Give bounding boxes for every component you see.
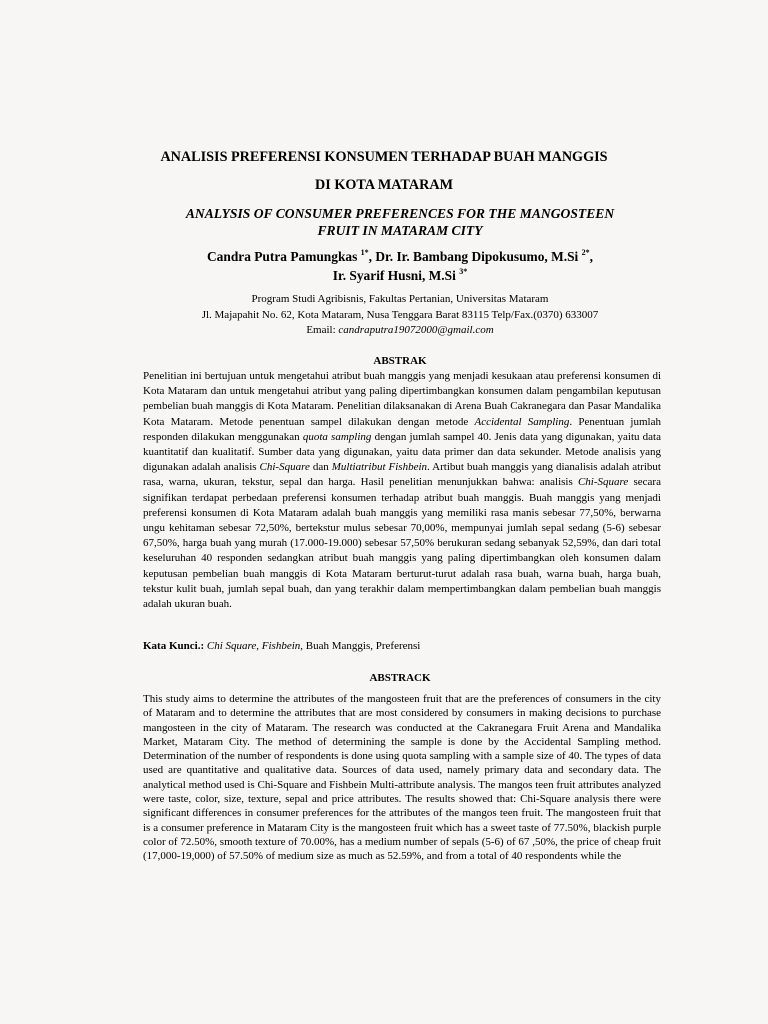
- abstrak-body: [143, 369, 661, 612]
- keyword-items: , Buah Manggis, Preferensi: [300, 640, 421, 652]
- title-indonesian-line2: DI KOTA MATARAM: [315, 177, 453, 193]
- abstrak-italic-term: Chi-Square: [577, 476, 629, 489]
- abstrak-text: . Penentuan jumlah responden dilakukan menggunakan: [143, 415, 661, 443]
- affiliation: [0, 292, 768, 339]
- authors-line1: [0, 247, 768, 266]
- abstrak-italic-term: Multiatribut Fishbein: [331, 461, 428, 474]
- title-english-line1: ANALYSIS OF CONSUMER PREFERENCES FOR THE MANGOSTEEN: [185, 206, 615, 221]
- affiliation-address: Jl. Majapahit No. 62, Kota Mataram, Nusa Tenggara Barat 83115 Telp/Fax.(0370) 633007: [201, 308, 599, 321]
- abstrack-body: This study aims to determine the attributes of the mangosteen fruit that are the preferences of consumers in the city of Mataram and to determine the attributes that are most considered by consumers in making decisions to purchase mangosteen in the city of Mataram. The research was conducted at the Cakranegara Fruit Arena and Mandalika Market, Mataram City. The method of determining the sample is done by the Accidental Sampling method. Determination of the number of respondents is done using quota sampling with a sample size of 40. The types of data used are quantitative and qualitative data. Sources of data used, namely primary data and secondary data. The analytical method used is Chi-Square and Fishbein Multi-attribute analysis. The mangos teen fruit attributes analyzed were taste, color, size, texture, sepal and price attributes. The results showed that: Chi-Square analysis there were significant differences in consumer preferences for the attributes of the mangos teen fruit. The mangosteen fruit that is a consumer preference in Mataram City is the mangosteen fruit which has a sweet taste of 77.50%, blackish purple color of 72.50%, smooth texture of 70.00%, has a medium number of sepals (5-6) of 67 ,50%, the price of cheap fruit (17,000-19,000) of 57.50% of medium size as much as 52.59%, and from a total of 40 respondents while the: [143, 693, 661, 863]
- abstrak-text: dengan jumlah sampel 40. Jenis data yang digunakan, yaitu data kuantitatif dan kualitatif. Sumber data yang digunakan, yaitu data primer dan data sekunder. Metode analisis yang digunakan adalah analisis: [143, 430, 661, 474]
- affiliation-email-line: [0, 323, 768, 339]
- abstrak-text: . Artibut buah manggis yang dianalisis adalah atribut rasa, warna, ukuran, tekstur, sepal dan harga. Hasil penelitian menunjukkan bahwa: analisis: [143, 461, 661, 489]
- author-3: Ir. Syarif Husni, M.Si: [332, 268, 456, 283]
- abstrak-heading: ABSTRAK: [373, 355, 427, 367]
- abstrak-text: secara signifikan terdapat perbedaan preferensi konsumen terhadap atribut buah manggis. Buah manggis yang menjadi preferensi konsumen di Kota Mataram adalah buah manggis yang memiliki rasa manis sebesar 77,50%, berwarna ungu kehitaman sebesar 72,50%, bertekstur mulus sebesar 70,00%, mempunyai jumlah sepal sedang (5-6) sebesar 67,50%, harga buah yang murah (17.000-19.000) sebesar 57,50% berukuran sedang sebanyak 52,59%, dan dari total keseluruhan 40 responden sedangkan atribut buah manggis yang paling dipertimbangkan oleh konsumen dalam keputusan pembelian buah manggis di Kota Mataram berturut-turut adalah rasa buah, warna buah, harga buah, tekstur kulit buah, jumlah sepal buah, dan yang terakhir dalam mempertimbangkan dalam pembelian buah manggis adalah ukuran buah.: [143, 476, 661, 611]
- author-1: Candra Putra Pamungkas: [207, 249, 358, 264]
- abstrak-italic-term: Accidental Sampling: [474, 415, 570, 428]
- author-2: Dr. Ir. Bambang Dipokusumo, M.Si: [375, 249, 579, 264]
- email-address: candraputra19072000@gmail.com: [338, 324, 494, 336]
- abstrack-heading: ABSTRACK: [369, 672, 431, 684]
- title-indonesian-line1: ANALISIS PREFERENSI KONSUMEN TERHADAP BUAH MANGGIS: [160, 149, 608, 165]
- keywords-label: Kata Kunci.:: [143, 640, 205, 652]
- keyword-item: Chi Square: [206, 640, 257, 652]
- author-3-affiliation-mark: 3*: [459, 267, 468, 276]
- authors-line2: [0, 266, 768, 285]
- keywords-line: [143, 639, 663, 654]
- author-1-affiliation-mark: 1*: [360, 248, 369, 257]
- affiliation-department: Program Studi Agribisnis, Fakultas Pertanian, Universitas Mataram: [251, 293, 549, 305]
- author-separator: ,: [589, 249, 593, 264]
- author-separator: ,: [368, 249, 376, 264]
- title-english: [100, 205, 700, 239]
- keyword-separator: ,: [256, 640, 262, 652]
- title-english-line2: FRUIT IN MATARAM CITY: [317, 223, 483, 238]
- author-2-affiliation-mark: 2*: [581, 248, 590, 257]
- abstrak-text: Penelitian ini bertujuan untuk mengetahui atribut buah manggis yang menjadi kesukaan atau preferensi konsumen di Kota Mataram dan untuk mengetahui atribut yang paling dipertimbangkan konsumen dalam pengambilan keputusan pembelian buah manggis di Kota Mataram. Penelitian dilaksanakan di Arena Buah Cakranegara dan Pasar Mandalika Kota Mataram. Metode penentuan sampel dilakukan dengan metode: [143, 370, 661, 428]
- abstrak-italic-term: Chi-Square: [259, 461, 310, 474]
- email-label: Email:: [306, 324, 339, 336]
- abstrak-italic-term: quota sampling: [302, 430, 372, 443]
- keyword-item: Fishbein: [261, 640, 301, 652]
- abstrak-text: dan: [309, 461, 332, 474]
